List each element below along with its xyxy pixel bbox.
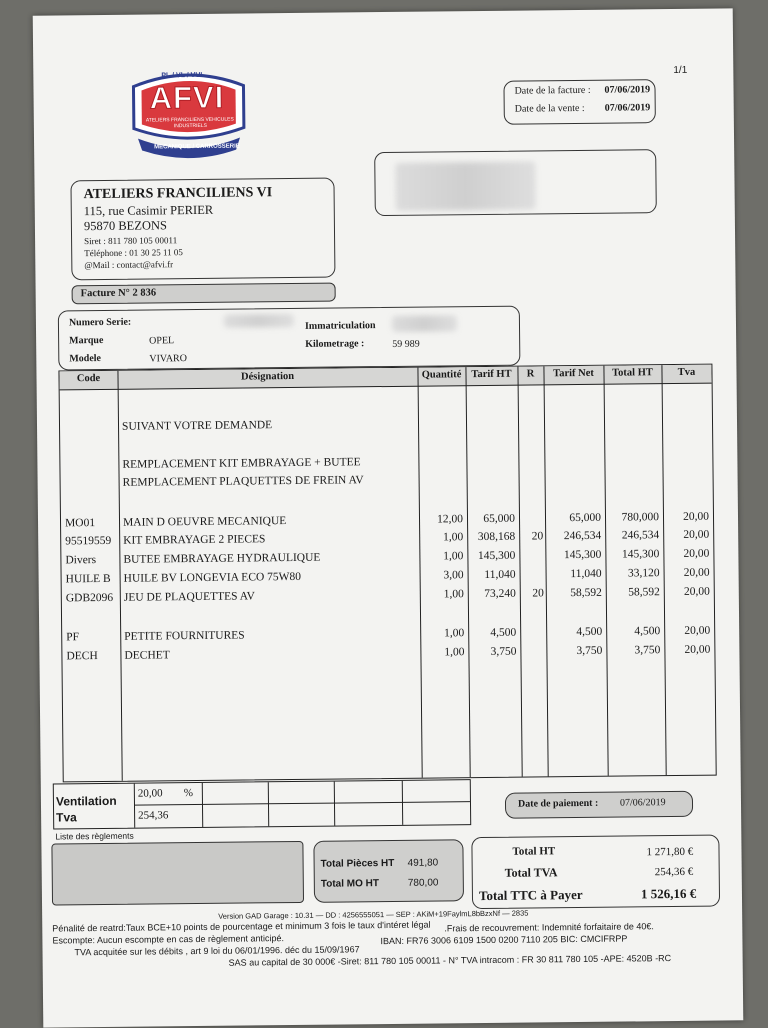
sale-date-label: Date de la vente :	[515, 103, 585, 115]
cell-tarif-ht: 3,750	[468, 646, 516, 659]
cell-total-ht: 780,000	[605, 511, 659, 524]
cell-designation: MAIN D OEUVRE MECANIQUE	[123, 514, 413, 529]
cell-total-ht: 4,500	[606, 625, 660, 638]
redacted-immat	[392, 315, 457, 332]
cell-tarif-net: 65,000	[545, 512, 601, 525]
cell-tarif-ht: 73,240	[468, 588, 516, 601]
cell-code: DECH	[66, 650, 120, 663]
cell-code: PF	[66, 631, 120, 644]
invoice-date-label: Date de la facture :	[514, 85, 590, 97]
footer-iban: IBAN: FR76 3006 6109 1500 0200 7110 205 BIC: CMCIFRPP	[380, 934, 627, 947]
km-value: 59 989	[392, 339, 420, 350]
cell-tarif-ht: 65,000	[467, 513, 515, 526]
cell-tarif-net: 11,040	[546, 568, 602, 581]
logo-banner: MECANIQUE / CARROSSERIE	[154, 144, 240, 151]
total-ttc-label: Total TTC à Payer	[479, 887, 583, 904]
header-tarif-ht: Tarif HT	[465, 369, 517, 381]
header-code: Code	[59, 373, 117, 385]
cell-tarif-ht: 11,040	[468, 569, 516, 582]
totals-box	[471, 835, 720, 910]
header-total-ht: Total HT	[603, 367, 661, 379]
cell-total-ht: 3,750	[606, 644, 660, 657]
reglements-label: Liste des règlements	[55, 831, 134, 842]
invoice-lines-table	[58, 364, 716, 783]
payment-date-value: 07/06/2019	[620, 797, 666, 808]
cell-tva: 20,00	[664, 644, 710, 656]
ventilation-grid	[53, 779, 471, 829]
ventilation-tva-label: Tva	[56, 810, 77, 824]
cell-designation: BUTEE EMBRAYAGE HYDRAULIQUE	[123, 551, 413, 566]
redacted-client	[395, 161, 535, 210]
cell-code: GDB2096	[66, 592, 120, 605]
invoice-page	[33, 8, 744, 1027]
subtotals-box	[313, 839, 464, 903]
afvi-logo	[123, 65, 254, 166]
cell-designation: JEU DE PLAQUETTES AV	[124, 589, 414, 604]
client-address-box	[374, 149, 657, 216]
total-tva-label: Total TVA	[505, 865, 558, 881]
cell-tva: 20,00	[663, 548, 709, 560]
logo-top-text: PL / VL / VUL	[161, 72, 204, 79]
cell-tarif-net: 145,300	[545, 549, 601, 562]
cell-tva: 20,00	[663, 511, 709, 523]
footer-penalty: Pénalité de reatrd:Taux BCE+10 points de pourcentage et minimum 3 fois le taux d'intéret légal	[52, 920, 430, 934]
cell-qty: 12,00	[419, 513, 463, 525]
cell-code: MO01	[65, 517, 119, 530]
company-name: ATELIERS FRANCILIENS VI	[84, 185, 273, 203]
total-tva-value: 254,36 €	[655, 866, 694, 878]
cell-tva: 20,00	[664, 567, 710, 579]
cell-total-ht: 246,534	[605, 529, 659, 542]
cell-tarif-ht: 145,300	[467, 550, 515, 563]
page-counter: 1/1	[673, 65, 687, 76]
cell-designation: PETITE FOURNITURES	[124, 628, 414, 643]
total-ht-value: 1 271,80 €	[646, 846, 693, 858]
note-line: REMPLACEMENT KIT EMBRAYAGE + BUTEE	[122, 456, 360, 470]
company-phone: Téléphone : 01 30 25 11 05	[84, 247, 183, 258]
pieces-value: 491,80	[408, 857, 439, 868]
cell-designation: DECHET	[124, 647, 414, 662]
total-ht-label: Total HT	[512, 845, 555, 857]
cell-qty: 1,00	[420, 588, 464, 600]
immat-label: Immatriculation	[305, 320, 376, 332]
cell-tarif-net: 246,534	[545, 530, 601, 543]
header-quantity: Quantité	[417, 369, 465, 381]
reglements-box	[51, 841, 304, 906]
tva-rate: 20,00	[138, 787, 163, 799]
header-r: R	[517, 368, 543, 379]
cell-total-ht: 145,300	[605, 548, 659, 561]
logo-name: AFVI	[149, 80, 224, 117]
invoice-date-value: 07/06/2019	[604, 84, 650, 95]
cell-tva: 20,00	[664, 625, 710, 637]
serial-label: Numero Serie:	[69, 317, 131, 329]
sale-date-value: 07/06/2019	[605, 102, 651, 113]
ventilation-label: Ventilation	[56, 794, 117, 809]
company-siret: Siret : 811 780 105 00011	[84, 235, 177, 246]
mo-value: 780,00	[408, 877, 439, 888]
cell-code: Divers	[65, 554, 119, 567]
logo-subtitle2: INDUSTRIELS	[174, 123, 207, 129]
company-street: 115, rue Casimir PERIER	[84, 203, 214, 219]
cell-code: HUILE B	[66, 573, 120, 586]
brand-value: OPEL	[149, 335, 174, 346]
header-tva: Tva	[661, 367, 711, 379]
pieces-label: Total Pièces HT	[321, 858, 395, 870]
cell-qty: 1,00	[419, 531, 463, 543]
model-value: VIVARO	[149, 353, 187, 364]
cell-designation: HUILE BV LONGEVIA ECO 75W80	[124, 570, 414, 585]
cell-total-ht: 33,120	[606, 567, 660, 580]
company-email: @Mail : contact@afvi.fr	[84, 259, 173, 270]
cell-qty: 1,00	[420, 646, 464, 658]
footer-recovery: .Frais de recouvrement: Indemnité forfaitaire de 40€.	[444, 921, 654, 933]
cell-tarif-ht: 4,500	[468, 627, 516, 640]
cell-tva: 20,00	[663, 529, 709, 541]
cell-tarif-net: 4,500	[546, 626, 602, 639]
cell-qty: 3,00	[420, 569, 464, 581]
dates-box	[503, 79, 655, 125]
footer-tva-law: TVA acquitée sur les débits , art 9 loi du 06/01/1996. déc du 15/09/1967	[74, 944, 359, 957]
footer-capital: SAS au capital de 30 000€ -Siret: 811 780 105 00011 - N° TVA intracom : FR 30 811 780 105 -APE: 4520B -RC	[229, 953, 672, 968]
invoice-number-bar	[72, 283, 336, 305]
cell-qty: 1,00	[419, 550, 463, 562]
cell-tarif-net: 58,592	[546, 587, 602, 600]
footer-version: Version GAD Garage : 10.31 — DD : 4256555051 — SEP : AKiM+19FaylmL8bBzxNf — 2835	[218, 909, 528, 921]
note-line: SUIVANT VOTRE DEMANDE	[122, 419, 272, 433]
mo-label: Total MO HT	[321, 878, 379, 890]
header-designation: Désignation	[117, 370, 417, 384]
header-tarif-net: Tarif Net	[543, 368, 603, 380]
logo-subtitle1: ATELIERS FRANCILIENS VEHICULES	[146, 117, 234, 124]
company-box	[70, 178, 335, 281]
payment-date-box	[505, 791, 693, 819]
tva-amount: 254,36	[138, 809, 168, 821]
redacted-serial	[224, 314, 294, 328]
cell-r: 20	[520, 587, 544, 599]
cell-tva: 20,00	[664, 586, 710, 598]
note-line: REMPLACEMENT PLAQUETTES DE FREIN AV	[123, 474, 364, 489]
model-label: Modele	[69, 353, 101, 364]
brand-label: Marque	[69, 335, 103, 346]
footer-escompte: Escompte: Aucun escompte en cas de règlement anticipé.	[52, 933, 284, 945]
invoice-number: Facture N° 2 836	[81, 287, 157, 299]
total-ttc-value: 1 526,16 €	[641, 886, 696, 903]
cell-total-ht: 58,592	[606, 586, 660, 599]
tva-percent: %	[184, 787, 193, 799]
cell-designation: KIT EMBRAYAGE 2 PIECES	[123, 532, 413, 547]
cell-r: 20	[519, 530, 543, 542]
cell-qty: 1,00	[420, 627, 464, 639]
payment-date-label: Date de paiement :	[518, 798, 598, 810]
cell-tarif-ht: 308,168	[467, 531, 515, 544]
cell-tarif-net: 3,750	[546, 645, 602, 658]
company-city: 95870 BEZONS	[84, 218, 167, 234]
km-label: Kilometrage :	[305, 338, 364, 350]
vehicle-box	[58, 306, 521, 371]
cell-code: 95519559	[65, 535, 119, 548]
